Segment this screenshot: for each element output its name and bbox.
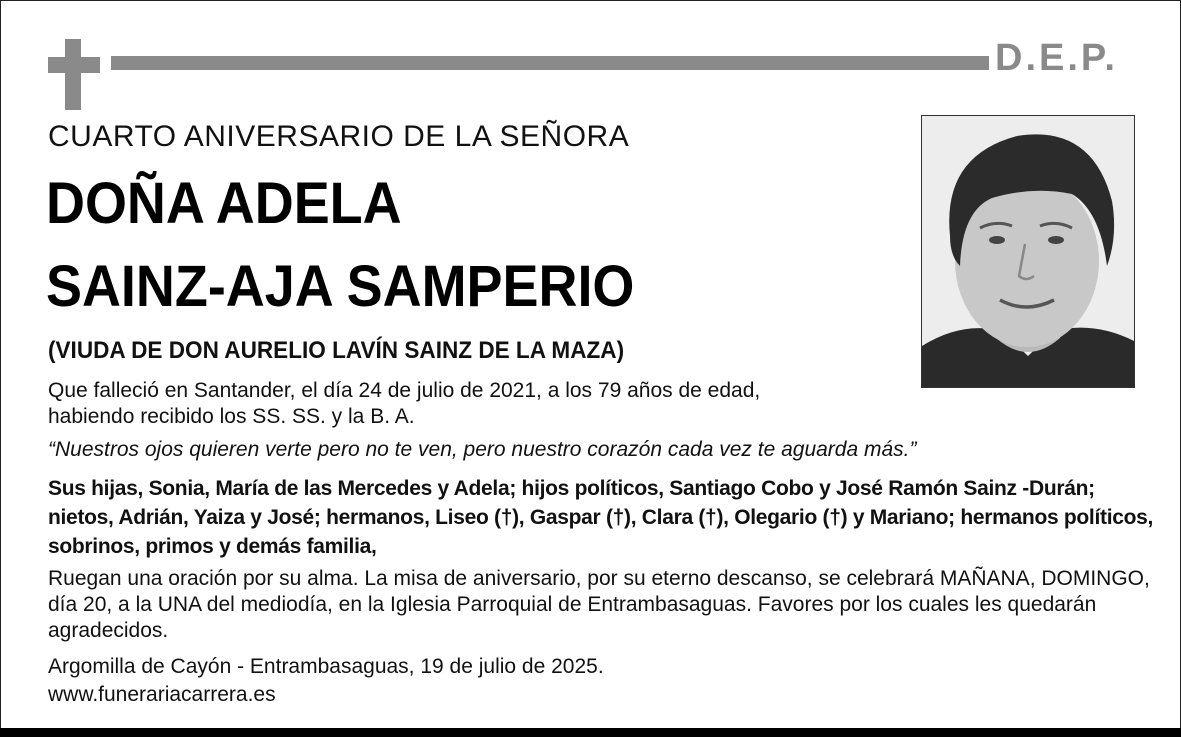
memorial-quote: “Nuestros ojos quieren verte pero no te ven, pero nuestro corazón cada vez te aguarda más.” [48, 438, 917, 461]
deceased-name-line-1: DOÑA ADELA [46, 171, 402, 236]
widow-of-line: (VIUDA DE DON AURELIO LAVÍN SAINZ DE LA MAZA) [48, 337, 625, 364]
family-list: Sus hijas, Sonia, María de las Mercedes y Adela; hijos políticos, Santiago Cobo y José Ramón Sainz -Durán; nietos, Adrián, Yaiza y José; hermanos, Liseo (†), Gaspar (†), Clara (†), Olegario (†) y Mariano; hermanos políticos, sobrinos, primos y demás familia, [48, 477, 1154, 558]
deceased-name-line-2: SAINZ-AJA SAMPERIO [46, 254, 635, 319]
header-rule [111, 56, 989, 70]
death-details-line-2: habiendo recibido los SS. SS. y la B. A. [48, 405, 415, 428]
cross-icon [48, 39, 100, 110]
dep-label: D.E.P. [995, 37, 1118, 79]
portrait-photo [921, 115, 1135, 388]
place-and-date: Argomilla de Cayón - Entrambasaguas, 19 de julio de 2025. [48, 655, 604, 678]
bottom-border [0, 728, 1181, 737]
funeral-home-website: www.funerariacarrera.es [48, 683, 276, 706]
mass-announcement: Ruegan una oración por su alma. La misa de aniversario, por su eterno descanso, se celebrará MAÑANA, DOMINGO, día 20, a la UNA del mediodía, en la Iglesia Parroquial de Entrambasaguas. Favores por los cuales les quedarán agradecidos. [48, 567, 1150, 642]
anniversary-kicker: CUARTO ANIVERSARIO DE LA SEÑORA [48, 120, 630, 153]
death-details-line-1: Que falleció en Santander, el día 24 de julio de 2021, a los 79 años de edad, [48, 379, 761, 402]
